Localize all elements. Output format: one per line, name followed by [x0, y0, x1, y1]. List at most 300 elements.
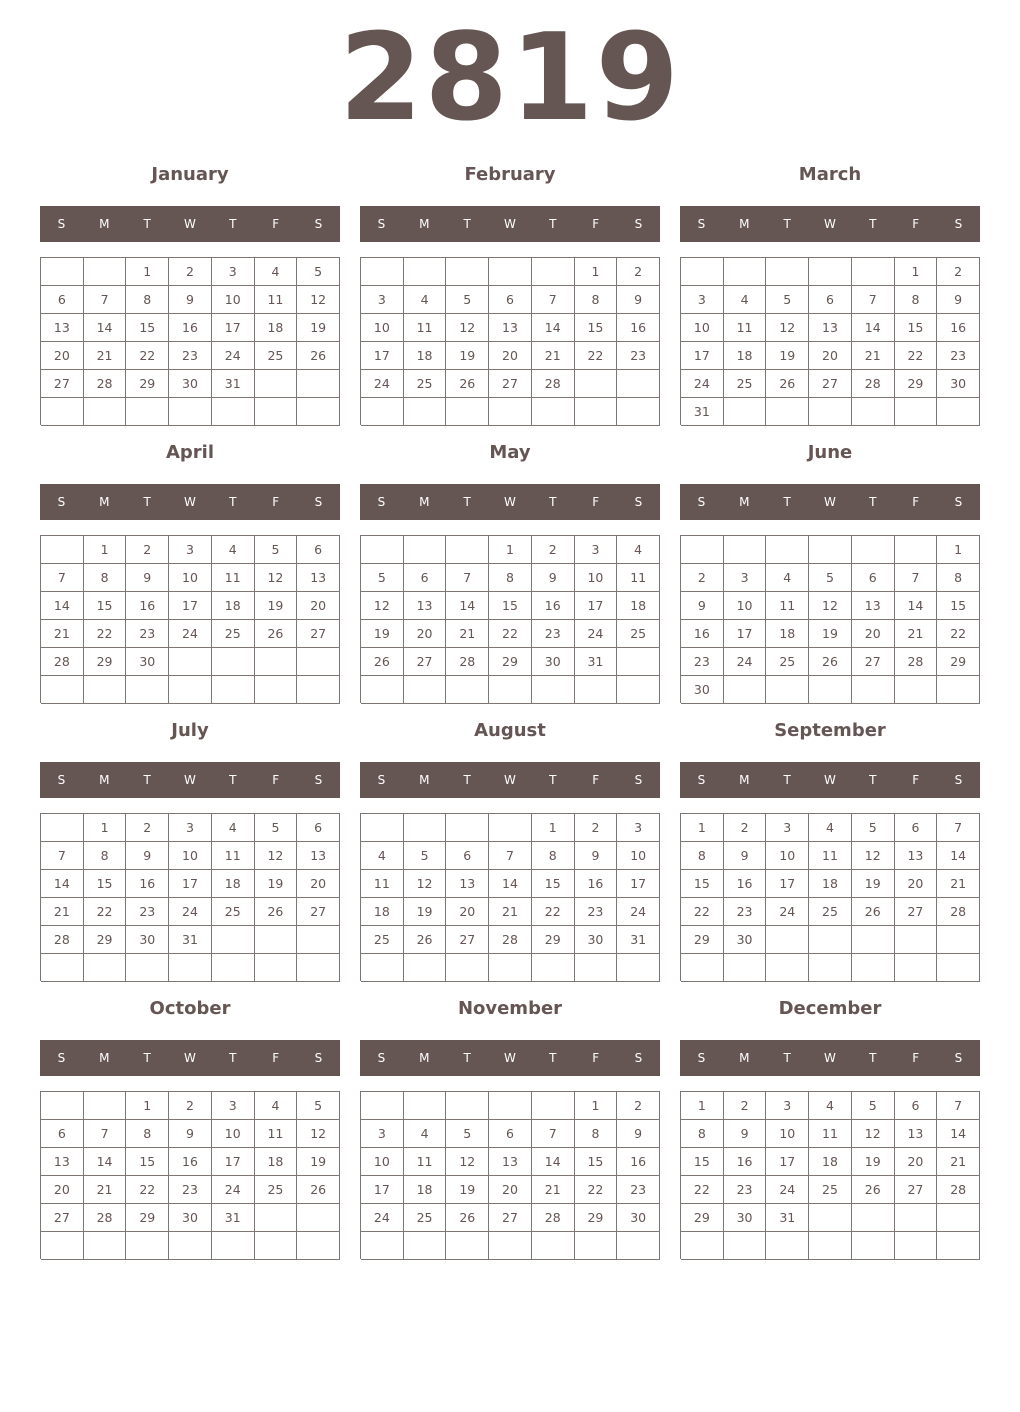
day-cell: 23 — [126, 620, 169, 648]
day-cell: 8 — [126, 1120, 169, 1148]
day-cell: 17 — [766, 1148, 809, 1176]
weekday-label: M — [99, 1051, 110, 1065]
day-cell: 14 — [446, 592, 489, 620]
day-cell: 2 — [169, 258, 212, 286]
weekday-label: M — [99, 495, 110, 509]
day-cell: 16 — [937, 314, 980, 342]
day-cell: 23 — [126, 898, 169, 926]
day-cell: 10 — [617, 842, 660, 870]
day-cell: 23 — [617, 1176, 660, 1204]
day-cell: 2 — [617, 258, 660, 286]
weekday-label: S — [57, 773, 66, 787]
day-cell: 7 — [84, 286, 127, 314]
day-cell: 13 — [809, 314, 852, 342]
weekday-label: T — [549, 495, 557, 509]
day-cell: 26 — [297, 342, 340, 370]
day-cell: 28 — [852, 370, 895, 398]
day-cell: 21 — [895, 620, 938, 648]
day-cell — [766, 926, 809, 954]
day-cell: 19 — [297, 314, 340, 342]
day-cell: 19 — [446, 342, 489, 370]
day-cell: 23 — [575, 898, 618, 926]
day-cell — [169, 648, 212, 676]
day-cell: 6 — [489, 286, 532, 314]
day-grid — [360, 257, 660, 425]
day-cell — [617, 954, 660, 982]
day-cell — [489, 398, 532, 426]
day-cell — [852, 536, 895, 564]
day-cell: 24 — [766, 898, 809, 926]
weekday-label: F — [592, 217, 600, 231]
weekday-label: T — [143, 495, 151, 509]
day-cell: 13 — [446, 870, 489, 898]
day-cell — [617, 1232, 660, 1260]
weekday-label: W — [824, 217, 836, 231]
day-cell: 8 — [681, 842, 724, 870]
day-cell: 28 — [41, 648, 84, 676]
day-cell — [255, 954, 298, 982]
day-cell: 22 — [937, 620, 980, 648]
day-cell: 14 — [41, 870, 84, 898]
day-cell: 11 — [617, 564, 660, 592]
weekday-label: F — [912, 495, 920, 509]
day-cell: 4 — [724, 286, 767, 314]
day-cell — [532, 676, 575, 704]
day-cell: 8 — [575, 1120, 618, 1148]
day-cell — [404, 676, 447, 704]
day-cell: 12 — [297, 1120, 340, 1148]
day-cell — [404, 398, 447, 426]
day-cell: 10 — [361, 314, 404, 342]
weekday-label: S — [57, 495, 66, 509]
day-cell — [489, 1092, 532, 1120]
day-cell: 19 — [255, 870, 298, 898]
weekday-header — [40, 762, 340, 798]
day-cell — [489, 954, 532, 982]
day-cell — [895, 954, 938, 982]
day-cell — [41, 398, 84, 426]
day-cell: 10 — [766, 842, 809, 870]
day-cell: 24 — [169, 620, 212, 648]
day-cell — [681, 536, 724, 564]
day-cell: 17 — [617, 870, 660, 898]
day-cell — [84, 398, 127, 426]
day-cell: 25 — [809, 1176, 852, 1204]
day-cell — [937, 676, 980, 704]
day-cell — [724, 676, 767, 704]
day-cell: 22 — [126, 342, 169, 370]
day-cell: 13 — [41, 314, 84, 342]
day-cell — [404, 1092, 447, 1120]
day-cell — [852, 676, 895, 704]
day-cell — [681, 954, 724, 982]
day-cell: 11 — [361, 870, 404, 898]
day-cell — [809, 926, 852, 954]
day-cell: 5 — [766, 286, 809, 314]
day-cell: 26 — [852, 898, 895, 926]
day-cell — [766, 1232, 809, 1260]
day-cell — [361, 954, 404, 982]
day-cell — [41, 258, 84, 286]
day-cell: 17 — [575, 592, 618, 620]
month-title: August — [474, 720, 546, 741]
day-cell: 15 — [937, 592, 980, 620]
day-cell — [361, 814, 404, 842]
day-cell: 18 — [404, 1176, 447, 1204]
day-cell: 29 — [575, 1204, 618, 1232]
day-cell: 26 — [852, 1176, 895, 1204]
day-cell: 12 — [255, 564, 298, 592]
day-cell — [169, 398, 212, 426]
day-cell — [41, 536, 84, 564]
day-cell: 21 — [446, 620, 489, 648]
day-cell: 19 — [297, 1148, 340, 1176]
day-cell: 6 — [297, 536, 340, 564]
day-cell: 28 — [532, 1204, 575, 1232]
day-cell: 14 — [489, 870, 532, 898]
day-cell: 29 — [895, 370, 938, 398]
day-cell: 10 — [212, 1120, 255, 1148]
year-title: 2819 — [339, 9, 681, 148]
weekday-header — [360, 484, 660, 520]
day-cell: 3 — [212, 1092, 255, 1120]
month-title: September — [774, 720, 886, 741]
day-cell: 22 — [532, 898, 575, 926]
day-cell: 21 — [532, 342, 575, 370]
day-cell: 13 — [297, 842, 340, 870]
day-cell — [809, 954, 852, 982]
day-cell — [361, 258, 404, 286]
day-cell: 4 — [617, 536, 660, 564]
day-cell: 8 — [895, 286, 938, 314]
day-cell: 30 — [126, 648, 169, 676]
day-cell: 4 — [404, 286, 447, 314]
weekday-label: S — [697, 773, 706, 787]
weekday-label: M — [419, 1051, 430, 1065]
day-cell: 17 — [766, 870, 809, 898]
day-cell — [895, 1204, 938, 1232]
day-cell: 2 — [532, 536, 575, 564]
day-cell: 3 — [361, 1120, 404, 1148]
day-cell: 7 — [84, 1120, 127, 1148]
day-cell: 20 — [895, 870, 938, 898]
month-title: June — [807, 442, 853, 463]
day-cell: 2 — [126, 814, 169, 842]
day-cell: 30 — [724, 1204, 767, 1232]
day-cell: 26 — [297, 1176, 340, 1204]
day-cell: 13 — [404, 592, 447, 620]
weekday-header — [40, 484, 340, 520]
day-cell: 17 — [212, 314, 255, 342]
day-cell: 5 — [255, 536, 298, 564]
day-cell: 14 — [852, 314, 895, 342]
day-cell: 18 — [361, 898, 404, 926]
day-cell: 25 — [361, 926, 404, 954]
day-cell: 30 — [681, 676, 724, 704]
day-cell: 15 — [575, 314, 618, 342]
day-cell — [255, 1204, 298, 1232]
day-cell: 16 — [617, 1148, 660, 1176]
day-cell: 11 — [809, 842, 852, 870]
day-cell: 4 — [212, 536, 255, 564]
day-cell: 27 — [489, 370, 532, 398]
day-cell: 29 — [937, 648, 980, 676]
day-cell: 20 — [852, 620, 895, 648]
day-cell: 21 — [84, 1176, 127, 1204]
day-cell: 11 — [404, 1148, 447, 1176]
day-cell: 9 — [937, 286, 980, 314]
weekday-label: T — [463, 495, 471, 509]
day-cell: 6 — [41, 1120, 84, 1148]
day-cell: 10 — [361, 1148, 404, 1176]
day-cell: 14 — [937, 1120, 980, 1148]
day-cell — [212, 648, 255, 676]
day-cell: 7 — [446, 564, 489, 592]
day-cell: 31 — [681, 398, 724, 426]
day-cell: 21 — [489, 898, 532, 926]
weekday-header — [40, 206, 340, 242]
day-cell: 19 — [255, 592, 298, 620]
day-grid — [40, 535, 340, 703]
weekday-label: M — [99, 217, 110, 231]
day-cell: 7 — [41, 564, 84, 592]
day-cell: 24 — [212, 1176, 255, 1204]
weekday-label: S — [954, 773, 963, 787]
day-cell: 26 — [255, 898, 298, 926]
day-cell: 1 — [575, 258, 618, 286]
day-cell: 15 — [126, 314, 169, 342]
weekday-label: T — [143, 217, 151, 231]
day-cell: 23 — [681, 648, 724, 676]
day-cell — [84, 258, 127, 286]
weekday-label: S — [57, 1051, 66, 1065]
day-cell — [852, 1204, 895, 1232]
day-cell: 25 — [255, 342, 298, 370]
day-cell: 18 — [766, 620, 809, 648]
day-cell: 16 — [575, 870, 618, 898]
day-cell — [766, 536, 809, 564]
day-cell — [446, 1092, 489, 1120]
day-cell: 4 — [361, 842, 404, 870]
day-cell — [126, 676, 169, 704]
day-cell: 19 — [446, 1176, 489, 1204]
day-cell — [489, 1232, 532, 1260]
day-cell: 30 — [169, 1204, 212, 1232]
day-cell: 26 — [255, 620, 298, 648]
day-cell: 5 — [297, 258, 340, 286]
day-cell — [41, 1092, 84, 1120]
day-cell: 7 — [852, 286, 895, 314]
day-cell: 9 — [575, 842, 618, 870]
day-cell: 7 — [41, 842, 84, 870]
day-cell — [617, 648, 660, 676]
weekday-label: F — [272, 495, 280, 509]
day-cell — [446, 398, 489, 426]
weekday-label: T — [869, 1051, 877, 1065]
month-october — [40, 994, 340, 1264]
weekday-label: F — [912, 1051, 920, 1065]
day-cell: 3 — [361, 286, 404, 314]
day-cell: 15 — [84, 592, 127, 620]
day-grid — [360, 1091, 660, 1259]
day-cell: 5 — [446, 286, 489, 314]
day-cell — [852, 258, 895, 286]
day-cell: 12 — [852, 842, 895, 870]
day-cell — [532, 1232, 575, 1260]
day-grid — [680, 535, 980, 703]
day-cell: 1 — [895, 258, 938, 286]
day-cell: 22 — [895, 342, 938, 370]
day-cell — [809, 1232, 852, 1260]
day-cell: 28 — [84, 1204, 127, 1232]
day-cell: 1 — [489, 536, 532, 564]
day-cell: 20 — [489, 1176, 532, 1204]
day-cell: 6 — [852, 564, 895, 592]
day-cell: 8 — [681, 1120, 724, 1148]
day-cell: 9 — [617, 286, 660, 314]
day-cell — [446, 258, 489, 286]
day-cell: 6 — [895, 1092, 938, 1120]
day-cell — [446, 814, 489, 842]
day-cell: 31 — [212, 370, 255, 398]
day-cell: 18 — [724, 342, 767, 370]
weekday-label: S — [697, 495, 706, 509]
weekday-label: S — [314, 1051, 323, 1065]
weekday-label: F — [592, 495, 600, 509]
day-cell: 14 — [84, 314, 127, 342]
day-cell: 31 — [766, 1204, 809, 1232]
day-cell — [297, 648, 340, 676]
day-cell: 12 — [361, 592, 404, 620]
month-title: May — [489, 442, 531, 463]
day-cell — [255, 926, 298, 954]
day-cell — [617, 398, 660, 426]
weekday-label: F — [272, 217, 280, 231]
day-cell — [446, 536, 489, 564]
weekday-label: W — [504, 1051, 516, 1065]
day-cell: 30 — [617, 1204, 660, 1232]
day-cell: 31 — [212, 1204, 255, 1232]
day-cell: 4 — [766, 564, 809, 592]
day-cell: 16 — [532, 592, 575, 620]
weekday-label: F — [912, 773, 920, 787]
month-title: March — [798, 164, 862, 185]
month-title: April — [165, 442, 215, 463]
day-cell — [575, 398, 618, 426]
weekday-label: S — [954, 1051, 963, 1065]
day-cell: 28 — [895, 648, 938, 676]
day-cell: 10 — [212, 286, 255, 314]
month-title: November — [457, 998, 563, 1019]
day-cell: 31 — [575, 648, 618, 676]
weekday-label: M — [739, 217, 750, 231]
day-cell — [809, 676, 852, 704]
day-cell: 4 — [255, 1092, 298, 1120]
weekday-label: W — [184, 1051, 196, 1065]
day-cell: 8 — [575, 286, 618, 314]
day-cell: 12 — [809, 592, 852, 620]
day-cell: 6 — [297, 814, 340, 842]
day-cell: 18 — [617, 592, 660, 620]
day-cell: 5 — [852, 1092, 895, 1120]
day-cell — [297, 1232, 340, 1260]
day-cell — [575, 954, 618, 982]
day-cell: 28 — [489, 926, 532, 954]
weekday-label: W — [824, 773, 836, 787]
day-cell: 1 — [937, 536, 980, 564]
day-cell: 22 — [575, 342, 618, 370]
day-cell — [895, 398, 938, 426]
day-cell: 10 — [724, 592, 767, 620]
day-cell: 22 — [681, 1176, 724, 1204]
day-cell — [361, 1232, 404, 1260]
weekday-label: W — [504, 495, 516, 509]
day-cell — [404, 536, 447, 564]
day-cell: 30 — [532, 648, 575, 676]
day-cell: 11 — [766, 592, 809, 620]
weekday-label: T — [549, 217, 557, 231]
day-cell — [809, 1204, 852, 1232]
day-cell — [297, 676, 340, 704]
day-cell — [617, 370, 660, 398]
month-march — [680, 160, 980, 430]
day-cell — [895, 1232, 938, 1260]
weekday-label: S — [634, 1051, 643, 1065]
day-cell: 7 — [895, 564, 938, 592]
month-september — [680, 716, 980, 986]
day-cell: 30 — [937, 370, 980, 398]
day-cell — [937, 1204, 980, 1232]
day-cell — [532, 1092, 575, 1120]
month-title: February — [464, 164, 556, 185]
day-cell — [297, 370, 340, 398]
day-cell — [852, 954, 895, 982]
day-cell: 14 — [532, 314, 575, 342]
day-cell: 6 — [809, 286, 852, 314]
day-cell: 15 — [681, 1148, 724, 1176]
weekday-label: T — [229, 495, 237, 509]
day-cell: 15 — [489, 592, 532, 620]
day-cell — [724, 258, 767, 286]
day-cell: 24 — [617, 898, 660, 926]
day-cell: 21 — [41, 620, 84, 648]
weekday-label: T — [549, 1051, 557, 1065]
day-cell: 17 — [169, 870, 212, 898]
day-cell — [895, 676, 938, 704]
day-cell — [852, 398, 895, 426]
day-cell: 18 — [809, 1148, 852, 1176]
day-cell: 27 — [297, 620, 340, 648]
day-cell: 16 — [724, 870, 767, 898]
weekday-label: T — [783, 1051, 791, 1065]
day-cell — [212, 676, 255, 704]
day-cell — [532, 954, 575, 982]
day-cell: 17 — [681, 342, 724, 370]
day-cell: 13 — [41, 1148, 84, 1176]
day-cell: 16 — [681, 620, 724, 648]
day-cell: 19 — [852, 870, 895, 898]
day-cell — [255, 676, 298, 704]
day-cell: 27 — [41, 370, 84, 398]
day-cell: 15 — [575, 1148, 618, 1176]
day-cell — [617, 676, 660, 704]
day-cell — [937, 398, 980, 426]
day-cell: 25 — [404, 370, 447, 398]
day-cell: 12 — [852, 1120, 895, 1148]
day-cell: 31 — [617, 926, 660, 954]
weekday-header — [680, 762, 980, 798]
day-cell: 3 — [766, 814, 809, 842]
